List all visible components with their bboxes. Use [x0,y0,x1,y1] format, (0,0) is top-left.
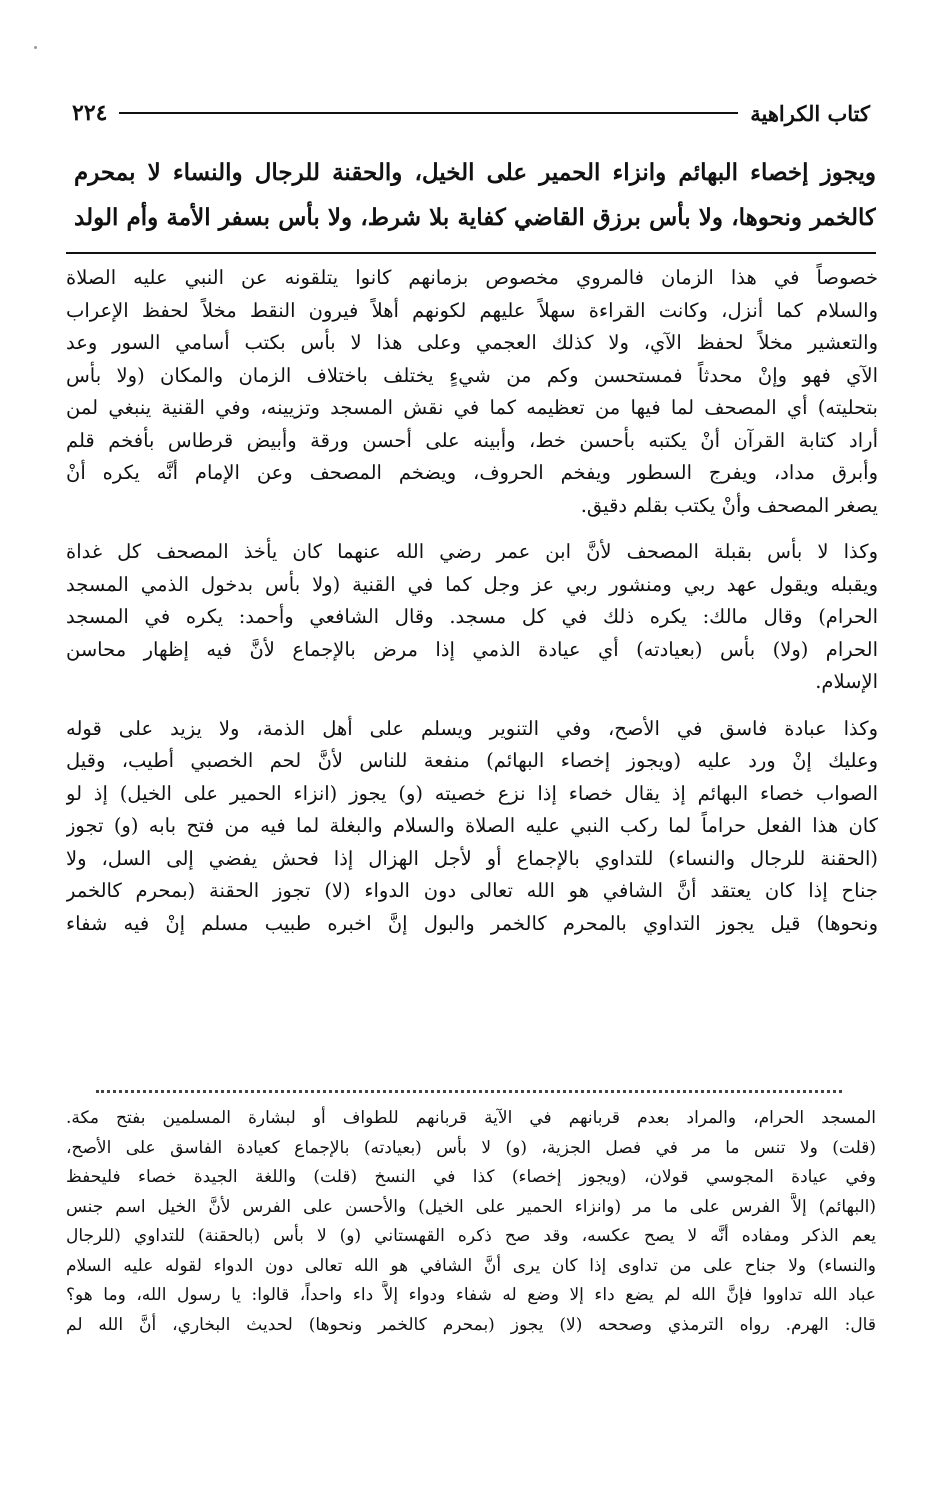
commentary-line: الآي فهو وإنْ محدثاً فمستحسن وكم من شيءٍ يختلف باختلاف الزمان والمكان (ولا بأس [66,363,878,387]
main-text [74,150,876,240]
footnote-line: والنساء) ولا جناح على من تداوى إذا كان يرى أنَّ الشافي هو الله تعالى دون الدواء لقوله عليه السلام [66,1255,876,1276]
commentary-line: ونحوها) قيل يجوز التداوي بالمحرم كالخمر والبول إنَّ اخبره طبيب مسلم إنْ فيه شفاء [66,911,878,935]
commentary-paragraph [66,713,878,941]
commentary-line: والسلام كما أنزل، وكانت القراءة سهلاً عليهم لكونهم أهلاً فيرون النقط مخلاً لحفظ الإعراب [66,298,878,322]
commentary-line: والتعشير مخلاً لحفظ الآي، ولا كذلك العجمي وعلى هذا لا بأس بكتب أسامي السور وعد [66,331,878,354]
margin-speck [34,46,37,49]
commentary-line: كان هذا الفعل حراماً لما ركب النبي عليه الصلاة والسلام والبغلة لما فيه من فتح بابه (و) تجوز [66,814,878,837]
commentary-line: يصغر المصحف وأنْ يكتب بقلم دقيق. [580,493,878,517]
commentary-line: الحرام) وقال مالك: يكره ذلك في كل مسجد. وقال الشافعي وأحمد: يكره في المسجد [66,605,878,628]
commentary-line: وكذا عبادة فاسق في الأصح، وفي التنوير ويسلم على أهل الذمة، ولا يزيد على قوله [66,716,878,740]
footnote-line: وفي عيادة المجوسي قولان، (ويجوز إخصاء) كذا في النسخ (قلت) واللغة الجيدة خصاء فليحفظ [66,1167,876,1187]
commentary-line: ويقبله ويقول عهد ربي ومنشور ربي عز وجل كما في القنية (ولا بأس بدخول الذمي المسجد [66,572,878,596]
footnote [66,1104,876,1340]
footnote-line: (البهائم) إلاَّ الفرس على ما مر (وانزاء الحمير على الخيل) والأحسن على الفرس لأنَّ الخيل اسم جنس [66,1196,876,1217]
footnote-line: يعم الذكر ومفاده أنَّه لا يصح عكسه، وقد صح ذكره القهستاني (و) لا بأس (بالحقنة) للتداوي (للرجال [66,1226,876,1246]
main-text-line: ويجوز إخصاء البهائم وانزاء الحمير على الخيل، والحقنة للرجال والنساء لا بمحرم [74,159,876,186]
footnote-line: المسجد الحرام، والمراد بعدم قربانهم في الآية قربانهم للطواف أو لبشارة المسلمين بفتح مكة. [66,1108,876,1128]
footnote-line: قال: الهرم. رواه الترمذي وصححه (لا) يجوز (بمحرم كالخمر ونحوها) لحديث البخاري، أنَّ الله لم [66,1314,876,1335]
footnote-line: (قلت) ولا تنس ما مر في فصل الجزية، (و) لا بأس (بعيادته) بالإجماع كعيادة الفاسق على الأصح، [66,1137,876,1158]
header-rule [119,112,738,114]
main-text-line: كالخمر ونحوها، ولا بأس برزق القاضي كفاية بلا شرط، ولا بأس بسفر الأمة وأم الولد [74,204,876,231]
commentary [66,262,878,940]
commentary-line: الإسلام. [815,670,878,693]
main-text-divider [66,252,876,254]
commentary-line: جناح إذا كان يعتقد أنَّ الشافي هو الله تعالى دون الدواء (لا) تجوز الحقنة (بمحرم كالخمر [66,879,878,902]
commentary-line: (الحقنة للرجال والنساء) للتداوي بالإجماع أو لأجل الهزال إذا فحش يفضي إلى السل، ولا [66,846,878,870]
commentary-line: وكذا لا بأس بقبلة المصحف لأنَّ ابن عمر رضي الله عنهما كان يأخذ المصحف كل غداة [66,540,878,563]
page-number: ٢٢٤ [72,100,108,126]
commentary-line: الحرام (ولا) بأس (بعيادته) أي عيادة الذمي إذا مرض بالإجماع لأنَّ فيه إظهار محاسن [66,637,878,661]
commentary-line: الصواب خصاء البهائم إذ يقال خصاء إذا نزع خصيته (و) يجوز (انزاء الحمير على الخيل) إذ لو [66,781,878,805]
footnote-line: عباد الله تداووا فإنَّ الله لم يضع داء إلا وضع له شفاء ودواء إلاَّ داء واحداً، قالوا: يا رسول الله، وما هو؟ [66,1285,876,1305]
commentary-line: وعليك إنْ ورد عليه (ويجوز إخصاء البهائم) منفعة للناس لأنَّ لحم الخصبي أطيب، وقيل [66,749,878,772]
page-header [62,96,874,130]
chapter-title: كتاب الكراهية [750,100,870,126]
commentary-paragraph [66,262,878,522]
commentary-line: أراد كتابة القرآن أنْ يكتبه بأحسن خط، وأبينه على أحسن ورقة وأبيض قرطاس بأفخم قلم [66,428,878,452]
commentary-line: خصوصاً في هذا الزمان فالمروي مخصوص بزمانهم كانوا يتلقونه عن النبي عليه الصلاة [66,266,878,289]
commentary-paragraph [66,536,878,699]
commentary-line: بتحليته) أي المصحف لما فيها من تعظيمه كما في نقش المسجد وتزيينه، وفي القنية ينبغي لمن [66,396,878,419]
footnote-separator [96,1090,842,1093]
commentary-line: وأبرق مداد، ويفرج السطور ويفخم الحروف، ويضخم المصحف وعن الإمام أنَّه يكره أنْ [66,461,878,484]
